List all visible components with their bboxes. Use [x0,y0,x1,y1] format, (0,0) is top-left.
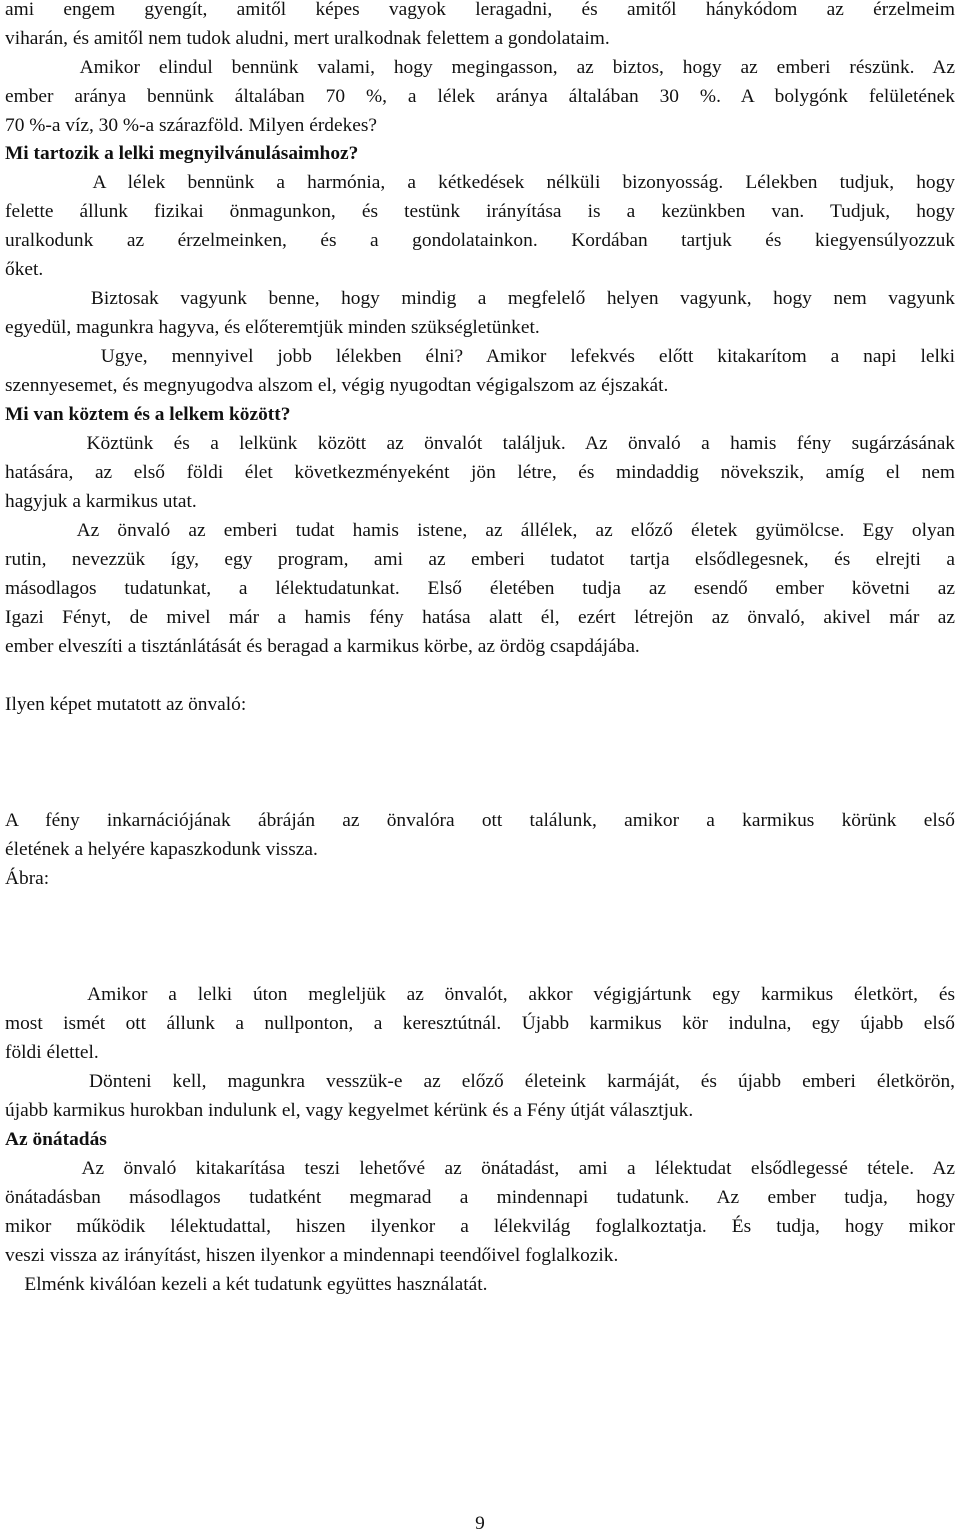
text-line: most ismét ott állunk a nullponton, a keresztútnál. Újabb karmikus kör indulna, egy újabb első [5,1013,955,1034]
text-line: Amikor elindul bennünk valami, hogy megingasson, az biztos, hogy az emberi részünk. Az [5,57,955,78]
text-line: A lélek bennünk a harmónia, a kétkedések nélküli bizonyosság. Lélekben tudjuk, hogy [5,172,955,193]
text-line: őket. [5,259,44,280]
text-line: Ilyen képet mutatott az önvaló: [5,694,247,715]
text-line: veszi vissza az irányítást, hiszen ilyenkor a mindennapi teendőivel foglalkozik. [5,1245,619,1266]
text-line: uralkodunk az érzelmeinken, és a gondolatainkon. Kordában tartjuk és kiegyensúlyozzuk [5,230,955,251]
text-line: A fény inkarnációjának ábráján az önvalóra ott találunk, amikor a karmikus körünk első [5,810,955,831]
text-line: életének a helyére kapaszkodunk vissza. [5,839,318,860]
section-heading: Mi tartozik a lelki megnyilvánulásaimhoz? [5,143,359,164]
text-line: Igazi Fényt, de mivel már a hamis fény hatása alatt él, ezért létrejön az önvaló, akivel már az [5,607,955,628]
text-line: Az önvaló az emberi tudat hamis istene, az állélek, az előző életek gyümölcse. Egy olyan [5,520,955,541]
text-line: rutin, nevezzük így, egy program, ami az emberi tudatot tartja elsődlegesnek, és elrejti a [5,549,955,570]
figure-label: Ábra: [5,868,50,889]
text-line: újabb karmikus hurokban indulunk el, vagy kegyelmet kérünk és a Fény útját választjuk. [5,1100,694,1121]
text-line: földi élettel. [5,1042,99,1063]
text-line: Köztünk és a lelkünk között az önvalót találjuk. Az önvaló a hamis fény sugárzásának [5,433,955,454]
section-heading: Az önátadás [5,1129,107,1150]
text-line: Amikor a lelki úton megleljük az önvalót, akkor végigjártunk egy karmikus életkört, és [5,984,955,1005]
text-line: Ugye, mennyivel jobb lélekben élni? Amikor lefekvés előtt kitakarítom a napi lelki [5,346,955,367]
text-line: Az önvaló kitakarítása teszi lehetővé az önátadást, ami a lélektudat elsődlegessé tétele. Az [5,1158,955,1179]
page-number: 9 [475,1513,485,1534]
text-line: ember elveszíti a tisztánlátását és beragad a karmikus körbe, az ördög csapdájába. [5,636,640,657]
text-line: önátadásban másodlagos tudatként megmarad a mindennapi tudatunk. Az ember tudja, hogy [5,1187,955,1208]
text-line: másodlagos tudatunkat, a lélektudatunkat. Első életében tudja az esendő ember követni az [5,578,955,599]
text-line: Dönteni kell, magunkra vesszük-e az előző életeink karmáját, és újabb emberi életkörön, [5,1071,955,1092]
text-line: Elménk kiválóan kezeli a két tudatunk együttes használatát. [5,1274,488,1295]
text-line: szennyesemet, és megnyugodva alszom el, végig nyugodtan végigalszom az éjszakát. [5,375,669,396]
text-line: egyedül, magunkra hagyva, és előteremtjük minden szükségletünket. [5,317,540,338]
text-line: mikor működik lélektudattal, hiszen ilyenkor a lélekvilág foglalkoztatja. És tudja, hogy mikor [5,1216,955,1237]
text-line: ami engem gyengít, amitől képes vagyok leragadni, és amitől hánykódom az érzelmeim [5,0,955,20]
section-heading: Mi van köztem és a lelkem között? [5,404,291,425]
text-line: 70 %-a víz, 30 %-a szárazföld. Milyen érdekes? [5,115,378,136]
text-line: felette állunk fizikai önmagunkon, és testünk irányítása is a kezünkben van. Tudjuk, hogy [5,201,955,222]
text-line: viharán, és amitől nem tudok aludni, mert uralkodnak felettem a gondolataim. [5,28,610,49]
text-line: hagyjuk a karmikus utat. [5,491,197,512]
text-line: ember aránya bennünk általában 70 %, a lélek aránya általában 30 %. A bolygónk felületének [5,86,955,107]
text-line: Biztosak vagyunk benne, hogy mindig a megfelelő helyen vagyunk, hogy nem vagyunk [5,288,955,309]
text-line: hatására, az első földi élet következményeként jön létre, és mindaddig növekszik, amíg el nem [5,462,955,483]
